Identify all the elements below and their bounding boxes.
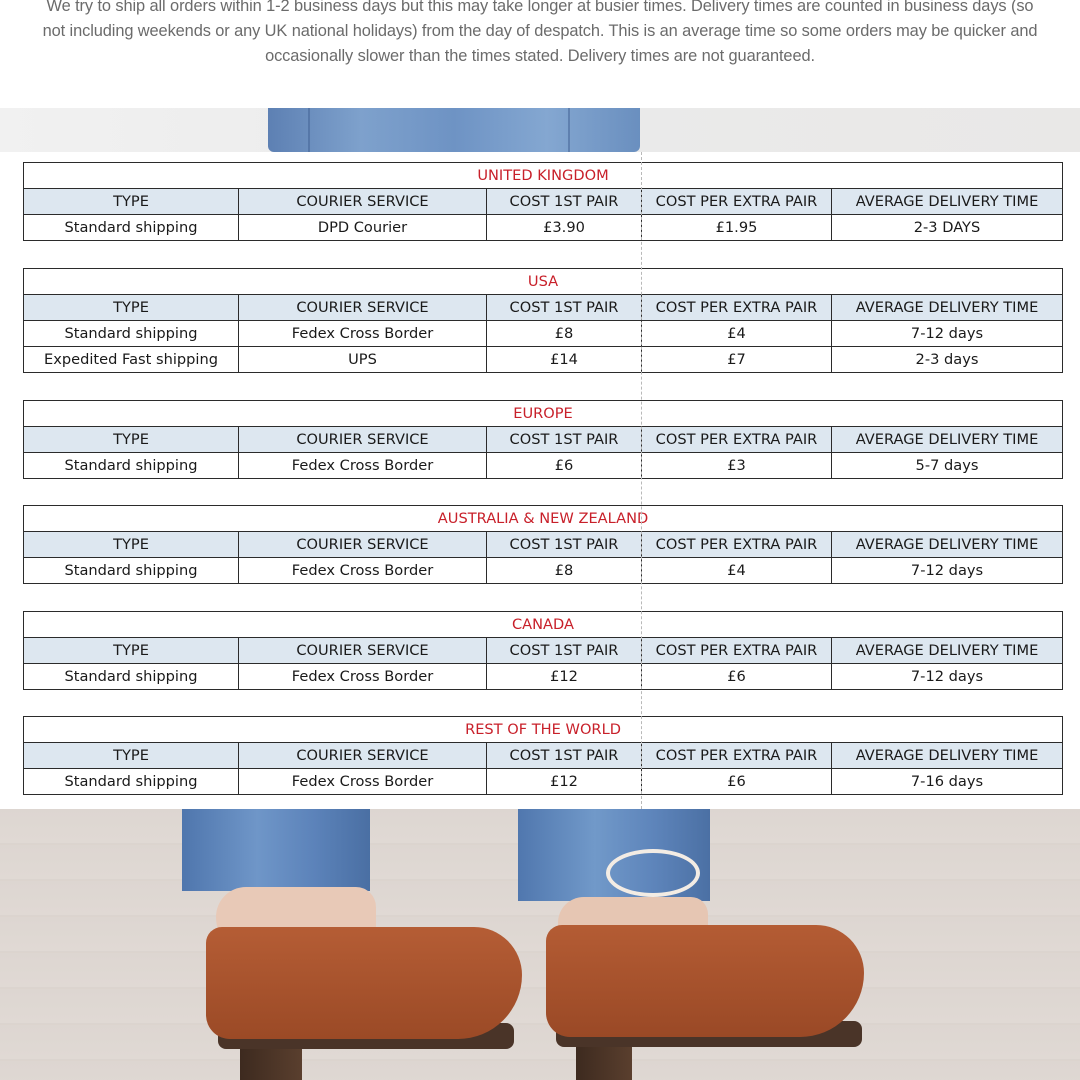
cell-delivery: 7-12 days: [832, 664, 1063, 690]
cell-cost-first: £12: [487, 769, 642, 795]
cell-cost-first: £8: [487, 321, 642, 347]
col-header-cost-first: COST 1ST PAIR: [487, 638, 642, 664]
region-title: REST OF THE WORLD: [24, 717, 1063, 743]
cell-delivery: 7-16 days: [832, 769, 1063, 795]
cell-cost-first: £6: [487, 453, 642, 479]
col-header-cost-extra: COST PER EXTRA PAIR: [642, 427, 832, 453]
dashed-guide-line: [641, 152, 642, 809]
col-header-courier: COURIER SERVICE: [239, 638, 487, 664]
col-header-type: TYPE: [24, 638, 239, 664]
col-header-delivery: AVERAGE DELIVERY TIME: [832, 427, 1063, 453]
cell-courier: Fedex Cross Border: [239, 769, 487, 795]
cell-cost-first: £8: [487, 558, 642, 584]
col-header-cost-first: COST 1ST PAIR: [487, 189, 642, 215]
cell-courier: Fedex Cross Border: [239, 664, 487, 690]
cell-courier: UPS: [239, 347, 487, 373]
col-header-delivery: AVERAGE DELIVERY TIME: [832, 532, 1063, 558]
shipping-table-uk: [23, 162, 1063, 241]
col-header-delivery: AVERAGE DELIVERY TIME: [832, 743, 1063, 769]
cell-delivery: 7-12 days: [832, 321, 1063, 347]
col-header-courier: COURIER SERVICE: [239, 427, 487, 453]
col-header-type: TYPE: [24, 189, 239, 215]
col-header-cost-first: COST 1ST PAIR: [487, 532, 642, 558]
cell-cost-first: £3.90: [487, 215, 642, 241]
cell-type: Standard shipping: [24, 769, 239, 795]
col-header-delivery: AVERAGE DELIVERY TIME: [832, 189, 1063, 215]
col-header-cost-extra: COST PER EXTRA PAIR: [642, 189, 832, 215]
cell-courier: Fedex Cross Border: [239, 558, 487, 584]
col-header-cost-first: COST 1ST PAIR: [487, 743, 642, 769]
region-title: USA: [24, 269, 1063, 295]
cell-cost-extra: £6: [642, 769, 832, 795]
shipping-tables-panel: [0, 152, 1080, 809]
cell-cost-extra: £3: [642, 453, 832, 479]
table-row: [24, 664, 1063, 690]
left-clog: [206, 927, 522, 1039]
cell-cost-extra: £4: [642, 321, 832, 347]
photo-jeans-top: [0, 108, 1080, 152]
jeans-left-leg: [182, 809, 370, 891]
shipping-table-australia-nz: [23, 505, 1063, 584]
col-header-cost-extra: COST PER EXTRA PAIR: [642, 295, 832, 321]
shipping-table-usa: [23, 268, 1063, 373]
col-header-delivery: AVERAGE DELIVERY TIME: [832, 295, 1063, 321]
photo-clogs: [0, 809, 1080, 1080]
col-header-cost-extra: COST PER EXTRA PAIR: [642, 638, 832, 664]
col-header-delivery: AVERAGE DELIVERY TIME: [832, 638, 1063, 664]
cell-cost-first: £14: [487, 347, 642, 373]
cell-cost-extra: £6: [642, 664, 832, 690]
region-title: UNITED KINGDOM: [24, 163, 1063, 189]
col-header-type: TYPE: [24, 532, 239, 558]
right-clog: [546, 925, 864, 1037]
col-header-courier: COURIER SERVICE: [239, 189, 487, 215]
col-header-cost-first: COST 1ST PAIR: [487, 295, 642, 321]
cell-type: Standard shipping: [24, 321, 239, 347]
shipping-table-rest-of-world: [23, 716, 1063, 795]
jeans-graphic: [268, 108, 640, 152]
cell-delivery: 2-3 days: [832, 347, 1063, 373]
cell-type: Standard shipping: [24, 664, 239, 690]
cell-delivery: 5-7 days: [832, 453, 1063, 479]
region-title: EUROPE: [24, 401, 1063, 427]
table-row: [24, 453, 1063, 479]
cell-type: Standard shipping: [24, 453, 239, 479]
cell-type: Expedited Fast shipping: [24, 347, 239, 373]
cell-cost-first: £12: [487, 664, 642, 690]
col-header-courier: COURIER SERVICE: [239, 295, 487, 321]
cell-cost-extra: £4: [642, 558, 832, 584]
cell-courier: Fedex Cross Border: [239, 453, 487, 479]
table-row: [24, 321, 1063, 347]
cell-type: Standard shipping: [24, 215, 239, 241]
table-row: [24, 769, 1063, 795]
col-header-type: TYPE: [24, 743, 239, 769]
col-header-courier: COURIER SERVICE: [239, 532, 487, 558]
table-row: [24, 558, 1063, 584]
lace-bow-graphic: [606, 849, 700, 897]
col-header-type: TYPE: [24, 295, 239, 321]
cell-courier: DPD Courier: [239, 215, 487, 241]
table-row: [24, 215, 1063, 241]
col-header-cost-extra: COST PER EXTRA PAIR: [642, 743, 832, 769]
region-title: CANADA: [24, 612, 1063, 638]
cell-delivery: 2-3 DAYS: [832, 215, 1063, 241]
cell-cost-extra: £1.95: [642, 215, 832, 241]
col-header-cost-extra: COST PER EXTRA PAIR: [642, 532, 832, 558]
region-title: AUSTRALIA & NEW ZEALAND: [24, 506, 1063, 532]
col-header-cost-first: COST 1ST PAIR: [487, 427, 642, 453]
col-header-courier: COURIER SERVICE: [239, 743, 487, 769]
col-header-type: TYPE: [24, 427, 239, 453]
cell-delivery: 7-12 days: [832, 558, 1063, 584]
table-row: [24, 347, 1063, 373]
shipping-table-europe: [23, 400, 1063, 479]
shipping-intro-text: We try to ship all orders within 1-2 business days but this may take longer at busier times. Delivery times are counted in business days (so not including weekends or any UK national holidays) from the day of despatch. This is an average time so some orders may be quicker and occasionally slower than the times stated. Delivery times are not guaranteed.: [42, 0, 1038, 65]
cell-cost-extra: £7: [642, 347, 832, 373]
cell-courier: Fedex Cross Border: [239, 321, 487, 347]
shipping-table-canada: [23, 611, 1063, 690]
cell-type: Standard shipping: [24, 558, 239, 584]
